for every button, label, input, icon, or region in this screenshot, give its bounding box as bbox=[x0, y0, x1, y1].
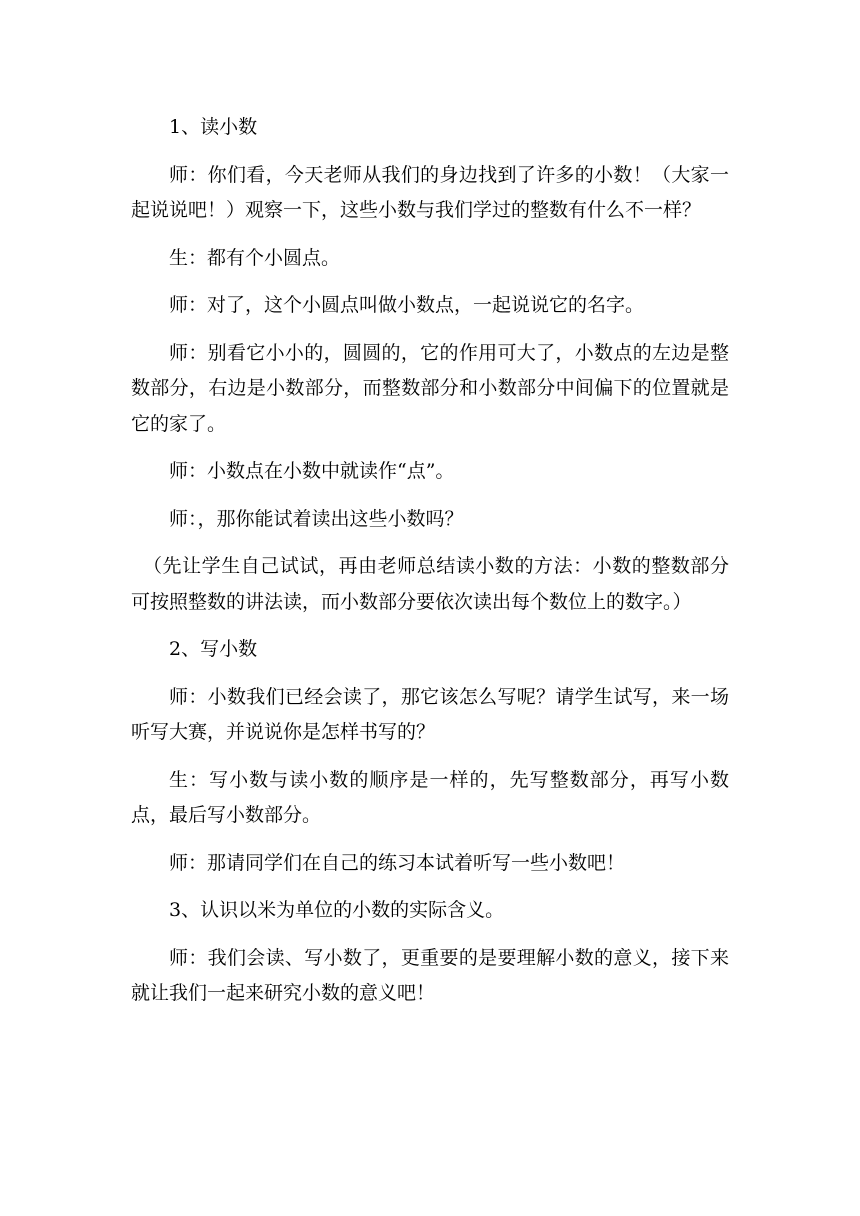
teacher-line: 师：小数点在小数中就读作“点”。 bbox=[169, 460, 455, 482]
teacher-line: 师：别看它小小的，圆圆的，它的作用可大了，小数点的左边是整数部分，右边是小数部分，而整数部分和小数部分中间偏下的位置就是它的家了。 bbox=[131, 341, 729, 435]
teacher-line: 师：对了，这个小圆点叫做小数点，一起说说它的名字。 bbox=[169, 294, 645, 316]
teacher-line: 师：那请同学们在自己的练习本试着听写一些小数吧！ bbox=[169, 851, 626, 874]
student-line: 生：写小数与读小数的顺序是一样的，先写整数部分，再写小数点，最后写小数部分。 bbox=[131, 768, 729, 826]
teaching-note: （先让学生自己试试，再由老师总结读小数的方法：小数的整数部分可按照整数的讲法读，而小数部分要依次读出每个数位上的数字。） bbox=[131, 555, 729, 613]
teacher-line: 师：，那你能试着读出这些小数吗？ bbox=[169, 507, 464, 530]
document-body bbox=[131, 110, 729, 1012]
section-heading-meter-decimals: 3、认识以米为单位的小数的实际含义。 bbox=[169, 899, 505, 921]
teacher-line: 师：我们会读、写小数了，更重要的是要理解小数的意义，接下来就让我们一起来研究小数的意义吧！ bbox=[131, 946, 729, 1004]
student-line: 生：都有个小圆点。 bbox=[169, 246, 341, 269]
teacher-line: 师：你们看，今天老师从我们的身边找到了许多的小数！（大家一起说说吧！）观察一下，这些小数与我们学过的整数有什么不一样？ bbox=[131, 163, 729, 221]
section-heading-write-decimals: 2、写小数 bbox=[169, 638, 258, 660]
section-heading-read-decimals: 1、读小数 bbox=[169, 116, 258, 138]
teacher-line: 师：小数我们已经会读了，那它该怎么写呢？请学生试写，来一场听写大赛，并说说你是怎样书写的？ bbox=[131, 685, 729, 743]
